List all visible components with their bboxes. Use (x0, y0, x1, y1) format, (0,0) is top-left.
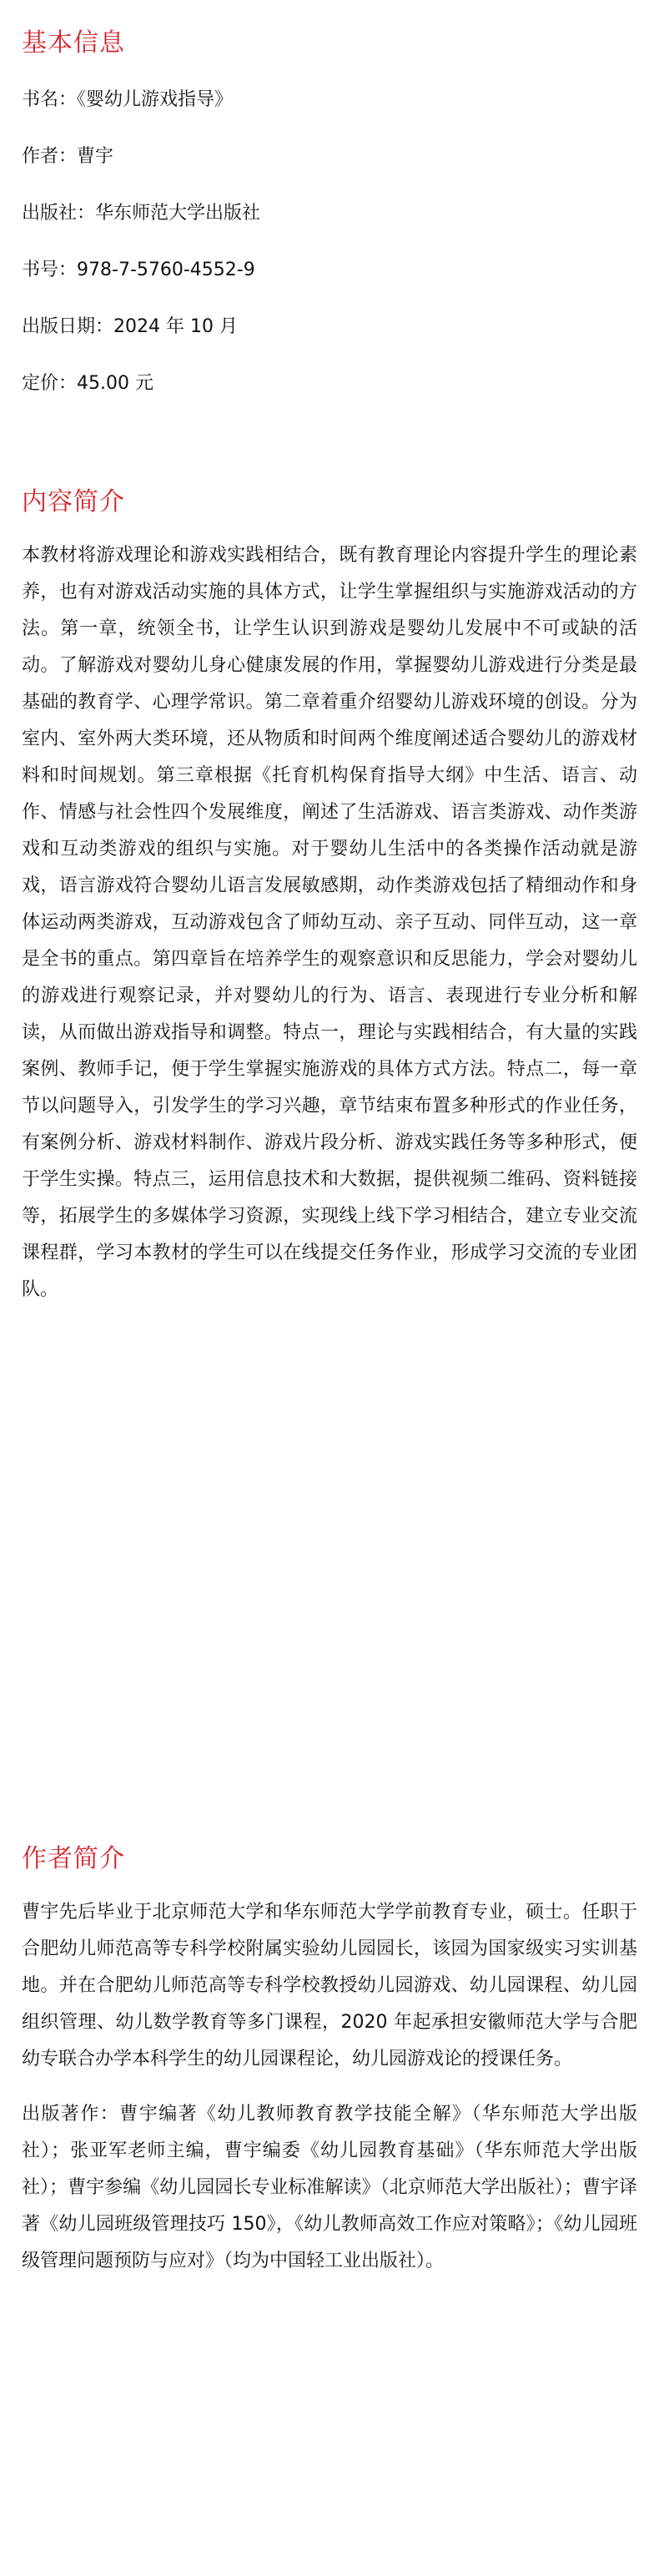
info-label: 书号： (22, 260, 78, 280)
author-intro-section (22, 1843, 637, 2280)
info-row-author (22, 144, 637, 170)
author-bio-paragraph: 曹宇先后毕业于北京师范大学和华东师范大学学前教育专业，硕士。任职于合肥幼儿师范高等专科学校附属实验幼儿园园长，该园为国家级实习实训基地。并在合肥幼儿师范高等专科学校教授幼儿园游戏、幼儿园课程、幼儿园组织管理、幼儿数学教育等多门课程，2020 年起承担安徽师范大学与合肥幼专联合办学本科学生的幼儿园课程论，幼儿园游戏论的授课任务。 (22, 1902, 637, 2069)
info-label: 作者： (22, 146, 78, 167)
info-row-publisher (22, 200, 637, 227)
info-value: 978-7-5760-4552-9 (77, 260, 255, 280)
content-intro-section (22, 486, 637, 1308)
content-intro-title: 内容简介 (22, 487, 125, 517)
basic-info-title: 基本信息 (22, 28, 125, 58)
basic-info-list (22, 87, 637, 397)
info-value: 2024 年 10 月 (113, 316, 238, 337)
info-row-price (22, 371, 637, 397)
basic-info-section (22, 27, 637, 397)
info-label: 定价： (22, 373, 78, 394)
info-value: 45.00 元 (77, 373, 153, 394)
author-publications-paragraph: 出版著作：曹宇编著《幼儿教师教育教学技能全解》（华东师范大学出版社）；张亚军老师主编，曹宇编委《幼儿园教育基础》（华东师范大学出版社）；曹宇参编《幼儿园园长专业标准解读》（北京师范大学出版社）；曹宇译著《幼儿园班级管理技巧 150》，《幼儿教师高效工作应对策略》；《幼儿园班级管理问题预防与应对》（均为中国轻工业出版社）。 (22, 2104, 637, 2271)
info-row-book-title (22, 87, 637, 113)
info-row-isbn (22, 257, 637, 284)
info-label: 书名： (22, 89, 78, 110)
info-row-publish-date (22, 314, 637, 340)
info-value: 《婴幼儿游戏指导》 (77, 89, 234, 110)
info-value: 曹宇 (77, 146, 114, 167)
content-intro-paragraph: 本教材将游戏理论和游戏实践相结合，既有教育理论内容提升学生的理论素养，也有对游戏活动实施的具体方式，让学生掌握组织与实施游戏活动的方法。第一章，统领全书，让学生认识到游戏是婴幼儿发展中不可或缺的活动。了解游戏对婴幼儿身心健康发展的作用，掌握婴幼儿游戏进行分类是最基础的教育学、心理学常识。第二章着重介绍婴幼儿游戏环境的创设。分为室内、室外两大类环境，还从物质和时间两个维度阐述适合婴幼儿的游戏材料和时间规划。第三章根据《托育机构保育指导大纲》中生活、语言、动作、情感与社会性四个发展维度，阐述了生活游戏、语言类游戏、动作类游戏和互动类游戏的组织与实施。对于婴幼儿生活中的各类操作活动就是游戏，语言游戏符合婴幼儿语言发展敏感期，动作类游戏包括了精细动作和身体运动两类游戏，互动游戏包含了师幼互动、亲子互动、同伴互动，这一章是全书的重点。第四章旨在培养学生的观察意识和反思能力，学会对婴幼儿的游戏进行观察记录，并对婴幼儿的行为、语言、表现进行专业分析和解读，从而做出游戏指导和调整。特点一，理论与实践相结合，有大量的实践案例、教师手记，便于学生掌握实施游戏的具体方式方法。特点二，每一章节以问题导入，引发学生的学习兴趣，章节结束布置多种形式的作业任务，有案例分析、游戏材料制作、游戏片段分析、游戏实践任务等多种形式，便于学生实操。特点三，运用信息技术和大数据，提供视频二维码、资料链接等，拓展学生的多媒体学习资源，实现线上线下学习相结合，建立专业交流课程群，学习本教材的学生可以在线提交任务作业，形成学习交流的专业团队。 (22, 545, 637, 1300)
info-label: 出版社： (22, 203, 96, 224)
info-value: 华东师范大学出版社 (95, 203, 261, 224)
info-label: 出版日期： (22, 316, 114, 337)
author-intro-title: 作者简介 (22, 1844, 125, 1873)
